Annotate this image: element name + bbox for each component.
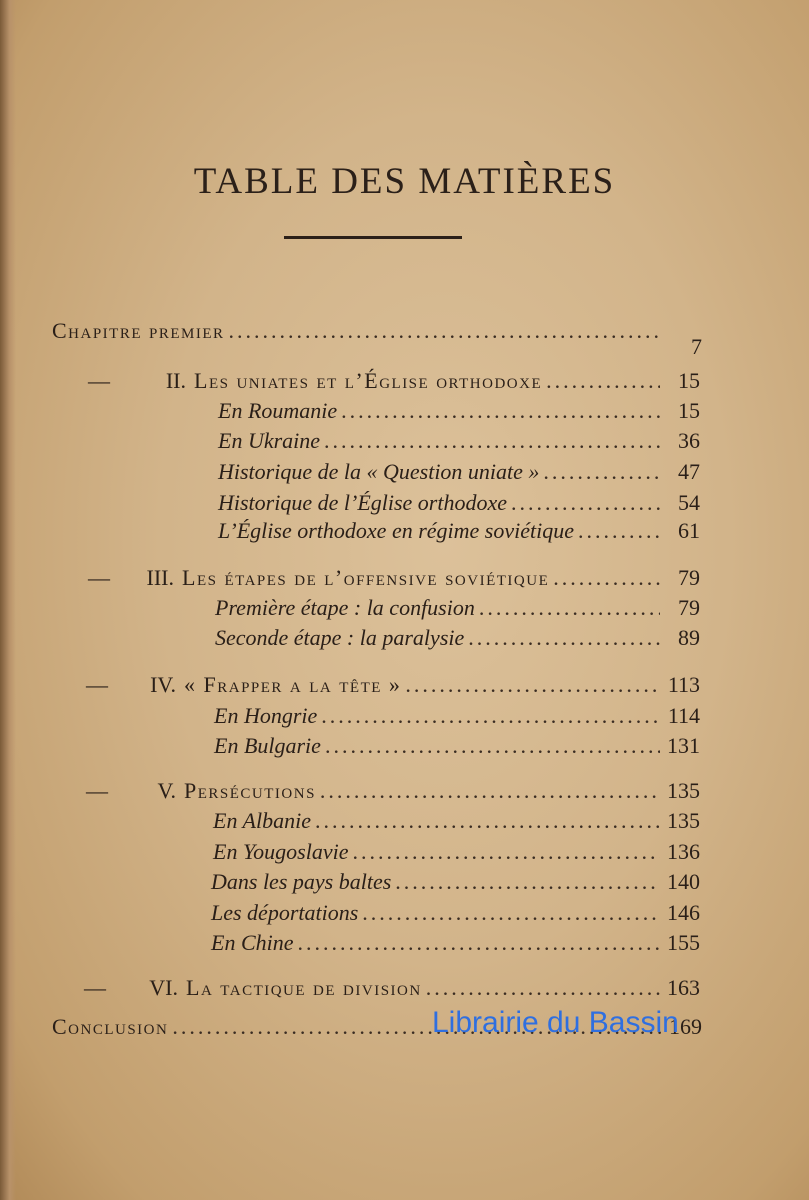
toc-label: En Ukraine (218, 428, 321, 453)
toc-subentry (218, 398, 700, 424)
leader-dots (298, 930, 661, 956)
leader-dots (426, 975, 660, 1001)
page-title: TABLE DES MATIÈRES (193, 161, 616, 202)
toc-page: 54 (678, 490, 700, 515)
toc-page: 140 (667, 869, 700, 894)
toc-subentry (214, 733, 700, 759)
toc-entry-chapter-4 (86, 672, 700, 698)
toc-page: 163 (667, 975, 700, 1000)
toc-page: 136 (667, 839, 700, 864)
leader-dots (405, 672, 660, 698)
leader-dots (352, 839, 660, 865)
dash: — (88, 368, 110, 393)
leader-dots (553, 565, 660, 591)
toc-subentry (214, 703, 700, 729)
leader-dots (324, 428, 660, 454)
toc-label: En Bulgarie (214, 733, 321, 758)
toc-page: 79 (678, 595, 700, 620)
toc-page: 114 (667, 703, 700, 728)
leader-dots (321, 703, 660, 729)
toc-page: 113 (667, 672, 700, 697)
dash: — (86, 778, 108, 803)
dash: — (86, 672, 108, 697)
toc-label: Persécutions (184, 778, 316, 803)
roman-numeral: IV. (150, 672, 176, 697)
toc-entry-chapter-3 (88, 565, 700, 591)
leader-dots (341, 398, 660, 424)
roman-numeral: II. (165, 368, 186, 393)
toc-page: 47 (678, 459, 700, 484)
toc-label: Les étapes de l’offensive soviétique (182, 565, 550, 590)
leader-dots (468, 625, 660, 651)
toc-subentry (213, 808, 700, 834)
toc-page: 146 (667, 900, 700, 925)
leader-dots (325, 733, 660, 759)
roman-numeral: VI. (149, 975, 178, 1000)
toc-subentry (215, 595, 700, 621)
toc-label: « Frapper a la tête » (184, 672, 402, 697)
toc-page: 135 (667, 778, 700, 803)
toc-entry-chapter-5 (86, 778, 700, 804)
toc-page: 169 (669, 1014, 702, 1039)
leader-dots (362, 900, 660, 926)
leader-dots (229, 318, 662, 344)
toc-label: En Yougoslavie (213, 839, 349, 864)
toc-label: Conclusion (52, 1014, 169, 1039)
toc-entry-chapter-1 (52, 318, 702, 359)
toc-subentry (211, 869, 700, 895)
toc-subentry (218, 490, 700, 516)
leader-dots (511, 490, 660, 516)
toc-page: 36 (678, 428, 700, 453)
toc-label: Historique de la « Question uniate » (218, 459, 540, 484)
toc-label: Historique de l’Église orthodoxe (218, 490, 508, 515)
leader-dots (320, 778, 660, 804)
toc-page: 135 (667, 808, 700, 833)
toc-label: Première étape : la confusion (215, 595, 475, 620)
leader-dots (315, 808, 660, 834)
watermark: Librairie du Bassin (432, 1006, 679, 1039)
toc-label: Dans les pays baltes (211, 869, 392, 894)
toc-subentry (218, 428, 700, 454)
leader-dots (395, 869, 660, 895)
dash: — (88, 565, 110, 590)
leader-dots (479, 595, 660, 621)
toc-page: 79 (678, 565, 700, 590)
toc-label: Les déportations (211, 900, 359, 925)
leader-dots (546, 368, 660, 394)
toc-page: 15 (678, 368, 700, 393)
toc-page: 7 (691, 334, 702, 359)
toc-entry-chapter-2 (88, 368, 700, 394)
toc-page: 15 (678, 398, 700, 423)
leader-dots (543, 459, 660, 485)
leader-dots (578, 518, 660, 544)
toc-page: 155 (667, 930, 700, 955)
toc-page: 131 (667, 733, 700, 758)
toc-subentry (211, 930, 700, 956)
toc-subentry (218, 518, 700, 544)
toc-page: 89 (678, 625, 700, 650)
toc-subentry (218, 459, 700, 485)
toc-subentry (215, 625, 700, 651)
toc-subentry (213, 839, 700, 865)
title-rule (284, 236, 462, 239)
roman-numeral: V. (157, 778, 176, 803)
toc-label: Seconde étape : la paralysie (215, 625, 465, 650)
roman-numeral: III. (146, 565, 174, 590)
toc-label: En Hongrie (214, 703, 318, 728)
dash: — (84, 975, 106, 1000)
toc-label: L’Église orthodoxe en régime soviétique (218, 518, 574, 543)
toc-entry-chapter-6 (84, 975, 700, 1001)
toc-page: 61 (678, 518, 700, 543)
toc-label: Chapitre premier (52, 318, 225, 343)
toc-label: En Chine (211, 930, 294, 955)
toc-label: En Roumanie (218, 398, 338, 423)
toc-label: En Albanie (213, 808, 311, 833)
toc-label: Les uniates et l’Église orthodoxe (194, 368, 543, 393)
toc-subentry (211, 900, 700, 926)
toc-label: La tactique de division (186, 975, 422, 1000)
